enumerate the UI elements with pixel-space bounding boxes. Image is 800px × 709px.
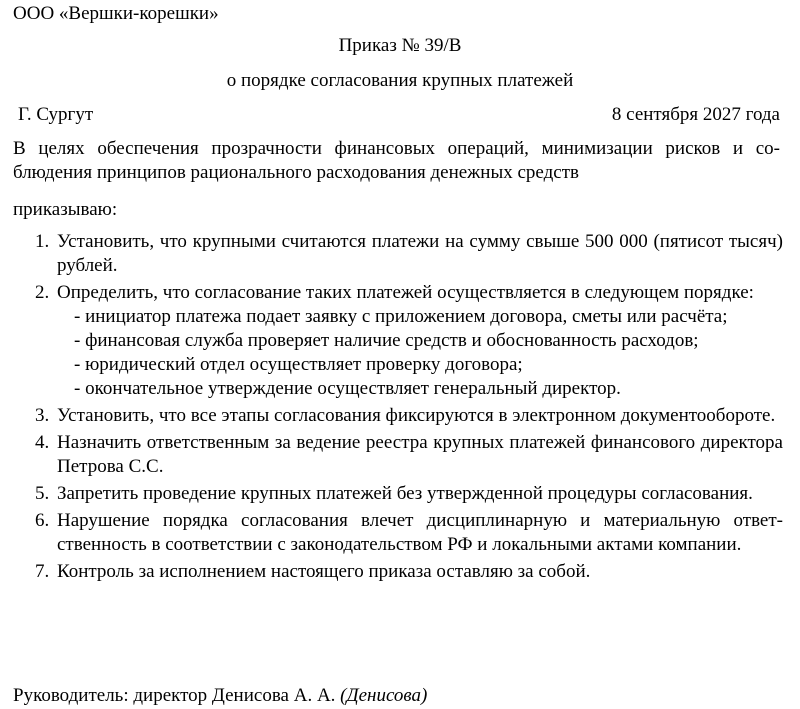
signature-line: [13, 684, 427, 708]
sub-item: - финансовая служба проверяет наличие средств и обоснованность расходов;: [74, 330, 699, 351]
order-item: [0, 431, 800, 479]
item-number: 6.: [35, 510, 50, 531]
item-number: 4.: [35, 432, 50, 453]
order-item: [0, 230, 800, 278]
item-text: Запретить проведение крупных платежей без утвержденной процедуры согласования.: [57, 483, 753, 504]
city: Г. Сургут: [18, 104, 94, 125]
order-word: приказываю:: [13, 199, 118, 220]
sub-item: - юридический отдел осуществляет проверку договора;: [74, 354, 523, 375]
order-items: [0, 230, 800, 587]
item-number: 1.: [35, 231, 50, 252]
sub-item: - окончательное утверждение осуществляет генеральный директор.: [74, 378, 621, 399]
order-title: Приказ № 39/В: [338, 35, 462, 56]
order-subject: о порядке согласования крупных платежей: [226, 70, 574, 91]
order-item: [0, 509, 800, 557]
item-text: Назначить ответственным за ведение реестра крупных платежей финансового директора Петрова С.С.: [57, 432, 783, 477]
sub-item: - инициатор платежа подает заявку с приложением договора, сметы или расчёта;: [74, 306, 728, 327]
item-text: Контроль за исполнением настоящего приказа оставляю за собой.: [57, 561, 591, 582]
signature-label: Руководитель: директор Денисова А. А.: [13, 685, 336, 706]
item-number: 5.: [35, 483, 50, 504]
organization-name: ООО «Вершки-корешки»: [13, 3, 219, 24]
order-item: [0, 482, 800, 506]
order-date: 8 сентября 2027 года: [611, 104, 780, 125]
item-text: Установить, что все этапы согласования фиксируются в электронном документообороте.: [57, 405, 776, 426]
sub-list: [0, 305, 800, 401]
item-text: Установить, что крупными считаются платежи на сумму свыше 500 000 (пятисот тысяч) рублей.: [57, 231, 783, 276]
order-item: [0, 281, 800, 401]
item-text: Определить, что согласование таких платежей осуществляется в следующем порядке:: [57, 282, 754, 303]
item-number: 3.: [35, 405, 50, 426]
item-text: Нарушение порядка согласования влечет дисциплинарную и материальную ответственность в соответствии с законодательством РФ и локальными актами компании.: [57, 510, 783, 555]
order-item: [0, 560, 800, 584]
preamble: В целях обеспечения прозрачности финансовых операций, минимизации рисков и соблюдения принципов рационального расходования денежных средств: [13, 138, 780, 183]
item-number: 2.: [35, 282, 50, 303]
order-item: [0, 404, 800, 428]
signature-handwritten: (Денисова): [340, 685, 428, 706]
item-number: 7.: [35, 561, 50, 582]
